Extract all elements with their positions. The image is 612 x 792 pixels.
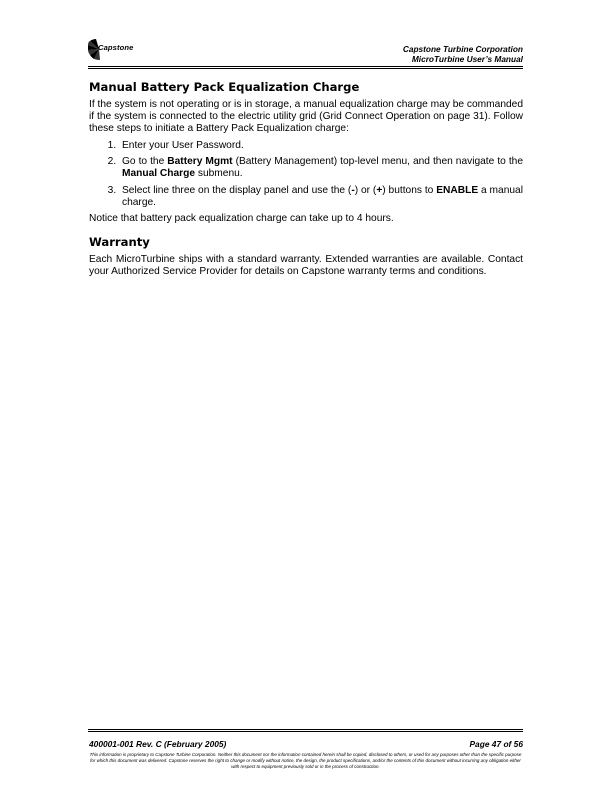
step-3: 3. Select line three on the display panel and use the (-) or (+) buttons to ENABLE a manual charge. <box>119 185 523 209</box>
header-right <box>403 44 523 64</box>
footer-rule <box>88 731 523 732</box>
enable-term: ENABLE <box>436 184 479 196</box>
manual-charge-term: Manual Charge <box>122 168 196 180</box>
battery-mgmt-term: Battery Mgmt <box>167 156 233 168</box>
document-revision: 400001-001 Rev. C (February 2005) <box>89 739 227 749</box>
section-title-equalization: Manual Battery Pack Equalization Charge <box>89 80 360 94</box>
header-rule <box>88 66 523 67</box>
warranty-body: Each MicroTurbine ships with a standard warranty. Extended warranties are available. Contact your Authorized Service Provider for details on Capstone warranty terms and conditions. <box>89 253 523 277</box>
company-name: Capstone Turbine Corporation <box>402 44 523 54</box>
page-number: Page 47 of 56 <box>469 739 523 749</box>
legal-notice: This information is proprietary to Capstone Turbine Corporation. Neither this document nor the information contained herein shall be copied, disclosed to others, or used for any purposes other than the specific purpose for which this document was delivered. Capstone reserves the right to change or modify without notice, the design, the product specifications, and/or the contents of this document without incurring any obligation either with respect to equipment previously sold or in the process of construction. <box>89 752 522 769</box>
charge-duration-note: Notice that battery pack equalization charge can take up to 4 hours. <box>89 212 394 224</box>
step-1: 1. Enter your User Password. <box>119 140 523 152</box>
steps-list <box>89 140 523 208</box>
section-title-warranty: Warranty <box>89 234 150 249</box>
capstone-logo <box>88 38 158 60</box>
equalization-intro: If the system is not operating or is in storage, a manual equalization charge may be commanded if the system is connected to the electric utility grid (Grid Connect Operation on page 31). Follow these steps to initiate a Battery Pack Equalization charge: <box>89 99 523 135</box>
step-2: 2. Go to the Battery Mgmt (Battery Management) top-level menu, and then navigate to the Manual Charge submenu. <box>119 156 523 180</box>
header-rule-thin <box>88 68 523 69</box>
manual-title: MicroTurbine User’s Manual <box>411 54 523 64</box>
logo-text: Capstone <box>98 43 134 52</box>
footer-rule-thin <box>88 729 523 730</box>
main-content <box>89 80 523 278</box>
